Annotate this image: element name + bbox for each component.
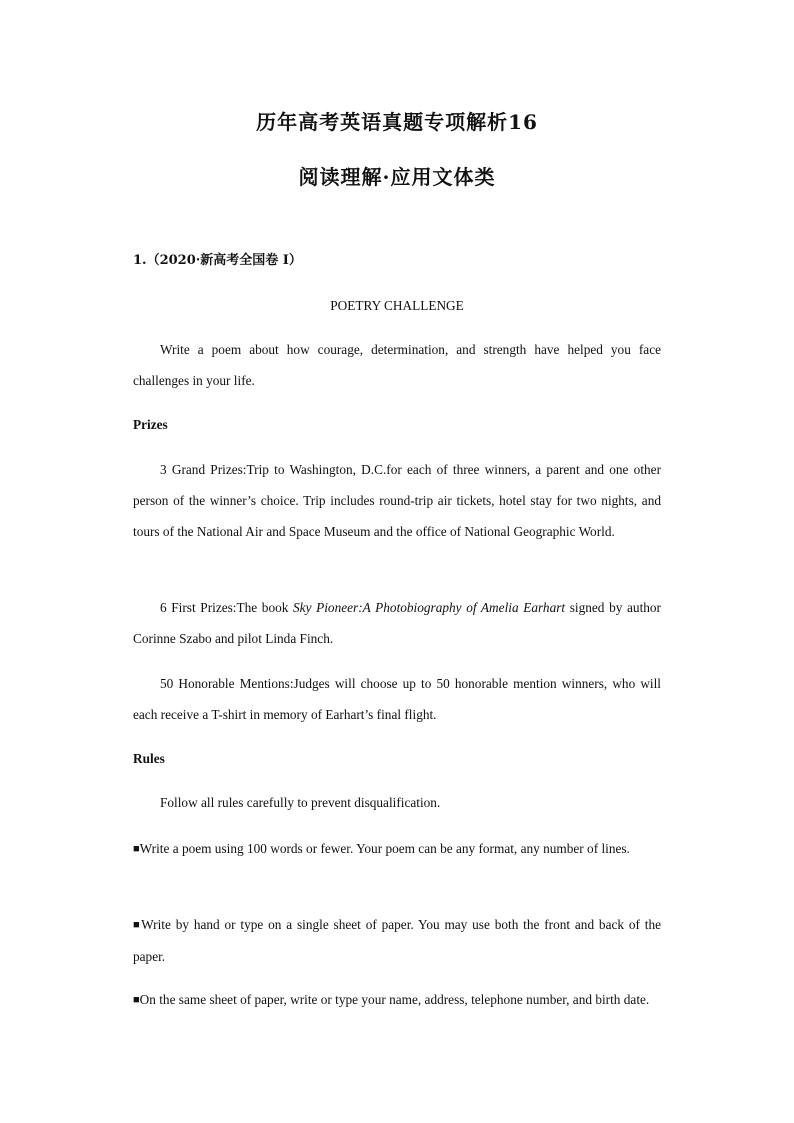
rule-item <box>133 909 661 972</box>
bullet-icon: ■ <box>133 994 140 1006</box>
page-subtitle: 阅读理解·应用文体类 <box>298 165 496 189</box>
prizes-heading: Prizes <box>133 417 168 432</box>
question-number: 1.（2020·新高考全国卷 I） <box>133 253 302 268</box>
rules-intro: Follow all rules carefully to prevent disqualification. <box>160 795 441 810</box>
rule-text: Write by hand or type on a single sheet of paper. You may use both the front and back of the paper. <box>133 917 661 964</box>
rules-heading: Rules <box>133 751 165 766</box>
first-prizes-text-end: signed by author Corinne Szabo and pilot Linda Finch. <box>133 600 661 646</box>
rule-item <box>133 833 661 865</box>
page-title: 历年高考英语真题专项解析16 <box>256 110 538 134</box>
book-title: Sky Pioneer:A Photobiography of Amelia Earhart <box>293 600 566 615</box>
grand-prizes-paragraph: 3 Grand Prizes:Trip to Washington, D.C.for each of three winners, a parent and one other person of the winner’s choice. Trip includes round-trip air tickets, hotel stay for two nights, and tours of the National Air and Space Museum and the office of National Geographic World. <box>133 462 661 539</box>
rule-text: Write a poem using 100 words or fewer. Your poem can be any format, any number of lines. <box>139 841 630 856</box>
first-prizes-paragraph <box>133 592 661 654</box>
honorable-mentions-paragraph: 50 Honorable Mentions:Judges will choose up to 50 honorable mention winners, who will each receive a T-shirt in memory of Earhart’s final flight. <box>133 676 661 722</box>
first-prizes-text: 6 First Prizes:The book <box>160 600 294 615</box>
rule-text: On the same sheet of paper, write or type your name, address, telephone number, and birth date. <box>139 992 650 1007</box>
article-heading: POETRY CHALLENGE <box>330 298 464 313</box>
bullet-icon: ■ <box>133 919 142 931</box>
intro-paragraph: Write a poem about how courage, determination, and strength have helped you face challenges in your life. <box>133 342 661 388</box>
rule-item <box>133 984 661 1016</box>
bullet-icon: ■ <box>133 843 140 855</box>
